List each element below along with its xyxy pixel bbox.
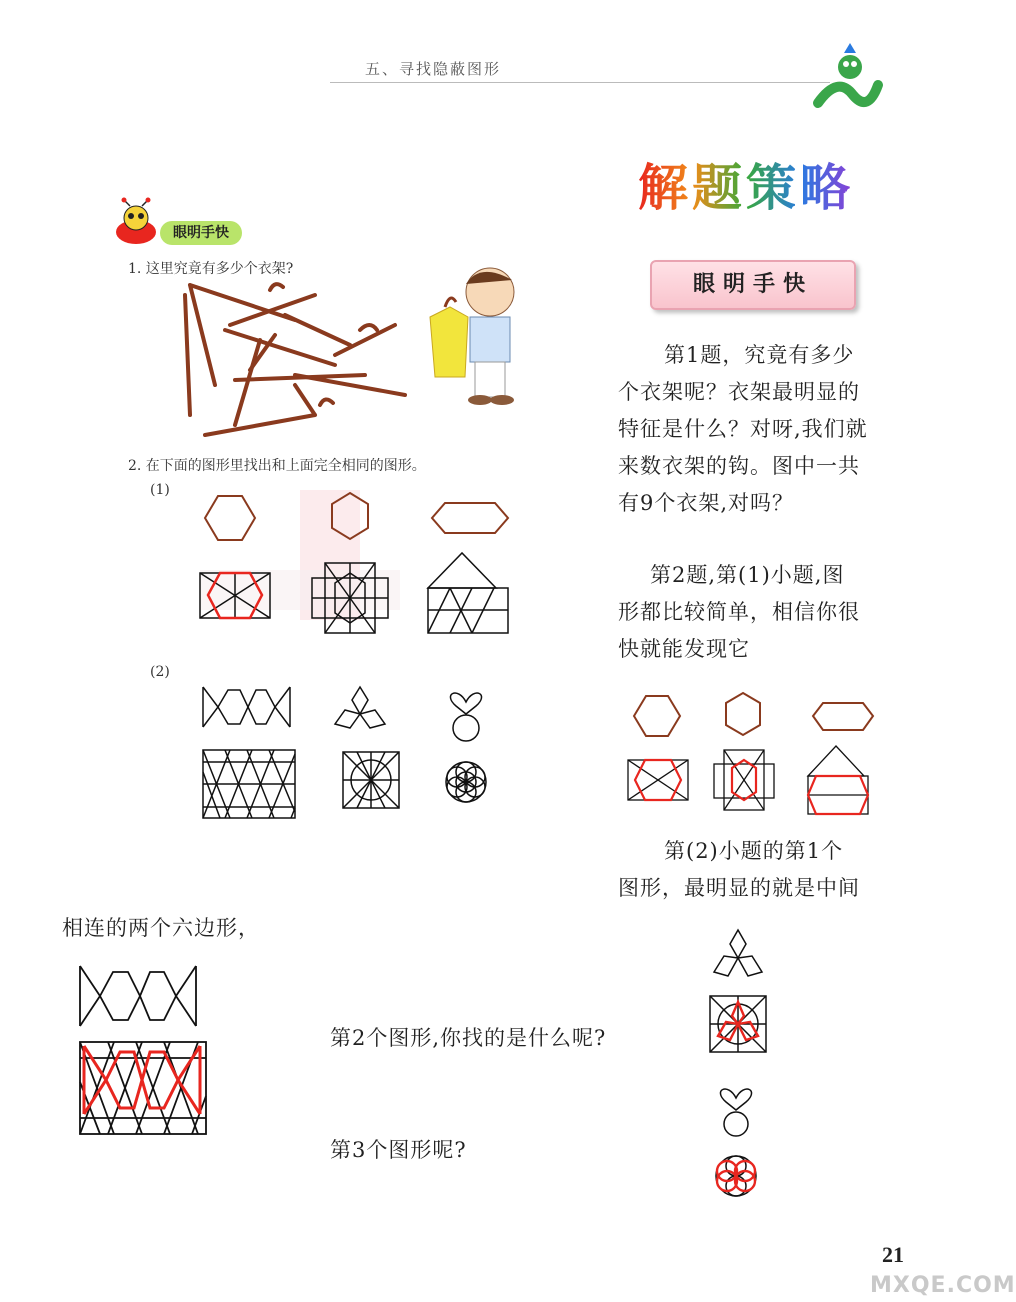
strategy-title: 解题策略: [638, 148, 854, 220]
hexagon-target-2: [332, 493, 368, 539]
ladybug-mascot-icon: [110, 200, 165, 250]
elongated-hexagon-target: [432, 503, 508, 533]
part-2-answer-figure-1: [78, 962, 218, 1142]
watermark: [810, 1225, 1016, 1302]
paragraph-line: 形都比较简单，相信你很: [618, 600, 860, 624]
section-banner-right: 眼明手快: [650, 260, 856, 310]
paragraph-line: 有9个衣架,对吗？: [618, 491, 795, 515]
continuation-text: 相连的两个六边形，: [62, 916, 260, 940]
boy-illustration: [420, 262, 530, 407]
double-hexagon-target: [203, 687, 290, 727]
section-badge-left: 眼明手快: [160, 221, 242, 245]
part-1-label: (1): [150, 482, 170, 498]
explanation-paragraph-1: [618, 337, 908, 522]
hexagon-target-1: [205, 496, 255, 540]
part-2-answer-figures-2-3: [700, 930, 790, 1210]
page-header-title: 五、寻找隐蔽图形: [365, 60, 502, 78]
watermark-text: MXQE.COM: [870, 1273, 1016, 1298]
heart-circle-target: [450, 693, 481, 741]
page-number: 21: [882, 1242, 904, 1267]
part-2-figures: [200, 682, 520, 822]
composite-figure-1: [200, 573, 270, 618]
explanation-paragraph-3: [618, 833, 908, 907]
part-2-label: (2): [150, 664, 170, 680]
paragraph-line: 特征是什么？对呀,我们就: [618, 417, 868, 441]
paragraph-line: 快就能发现它: [618, 637, 750, 661]
snake-mascot-icon: [808, 45, 888, 110]
question-1: 1. 这里究竟有多少个衣架?: [128, 261, 294, 277]
paragraph-line: 图形，最明显的就是中间: [618, 876, 860, 900]
paragraph-line: 第1题，究竟有多少: [664, 343, 855, 367]
header-rule: [330, 82, 830, 83]
three-rhombus-target: [335, 687, 385, 728]
part-1-answer-figures: [628, 688, 878, 818]
composite-figure-2: [312, 563, 388, 633]
paragraph-line: 第2题,第(1)小题,图: [650, 563, 845, 587]
paragraph-line: 个衣架呢？衣架最明显的: [618, 380, 860, 404]
crosshatch-grid-figure: [203, 750, 295, 818]
overlapping-circles-figure: [446, 762, 486, 802]
square-star-figure: [343, 752, 399, 808]
hangers-illustration: [175, 275, 415, 445]
question-second-figure: 第2个图形,你找的是什么呢?: [330, 1026, 607, 1050]
paragraph-line: 第(2)小题的第1个: [664, 839, 844, 863]
explanation-paragraph-2: [618, 557, 908, 668]
question-2: 2. 在下面的图形里找出和上面完全相同的图形。: [128, 458, 426, 474]
part-1-figures: [200, 488, 520, 648]
question-third-figure: 第3个图形呢?: [330, 1138, 467, 1162]
composite-figure-3: [428, 553, 508, 633]
paragraph-line: 来数衣架的钩。图中一共: [618, 454, 860, 478]
